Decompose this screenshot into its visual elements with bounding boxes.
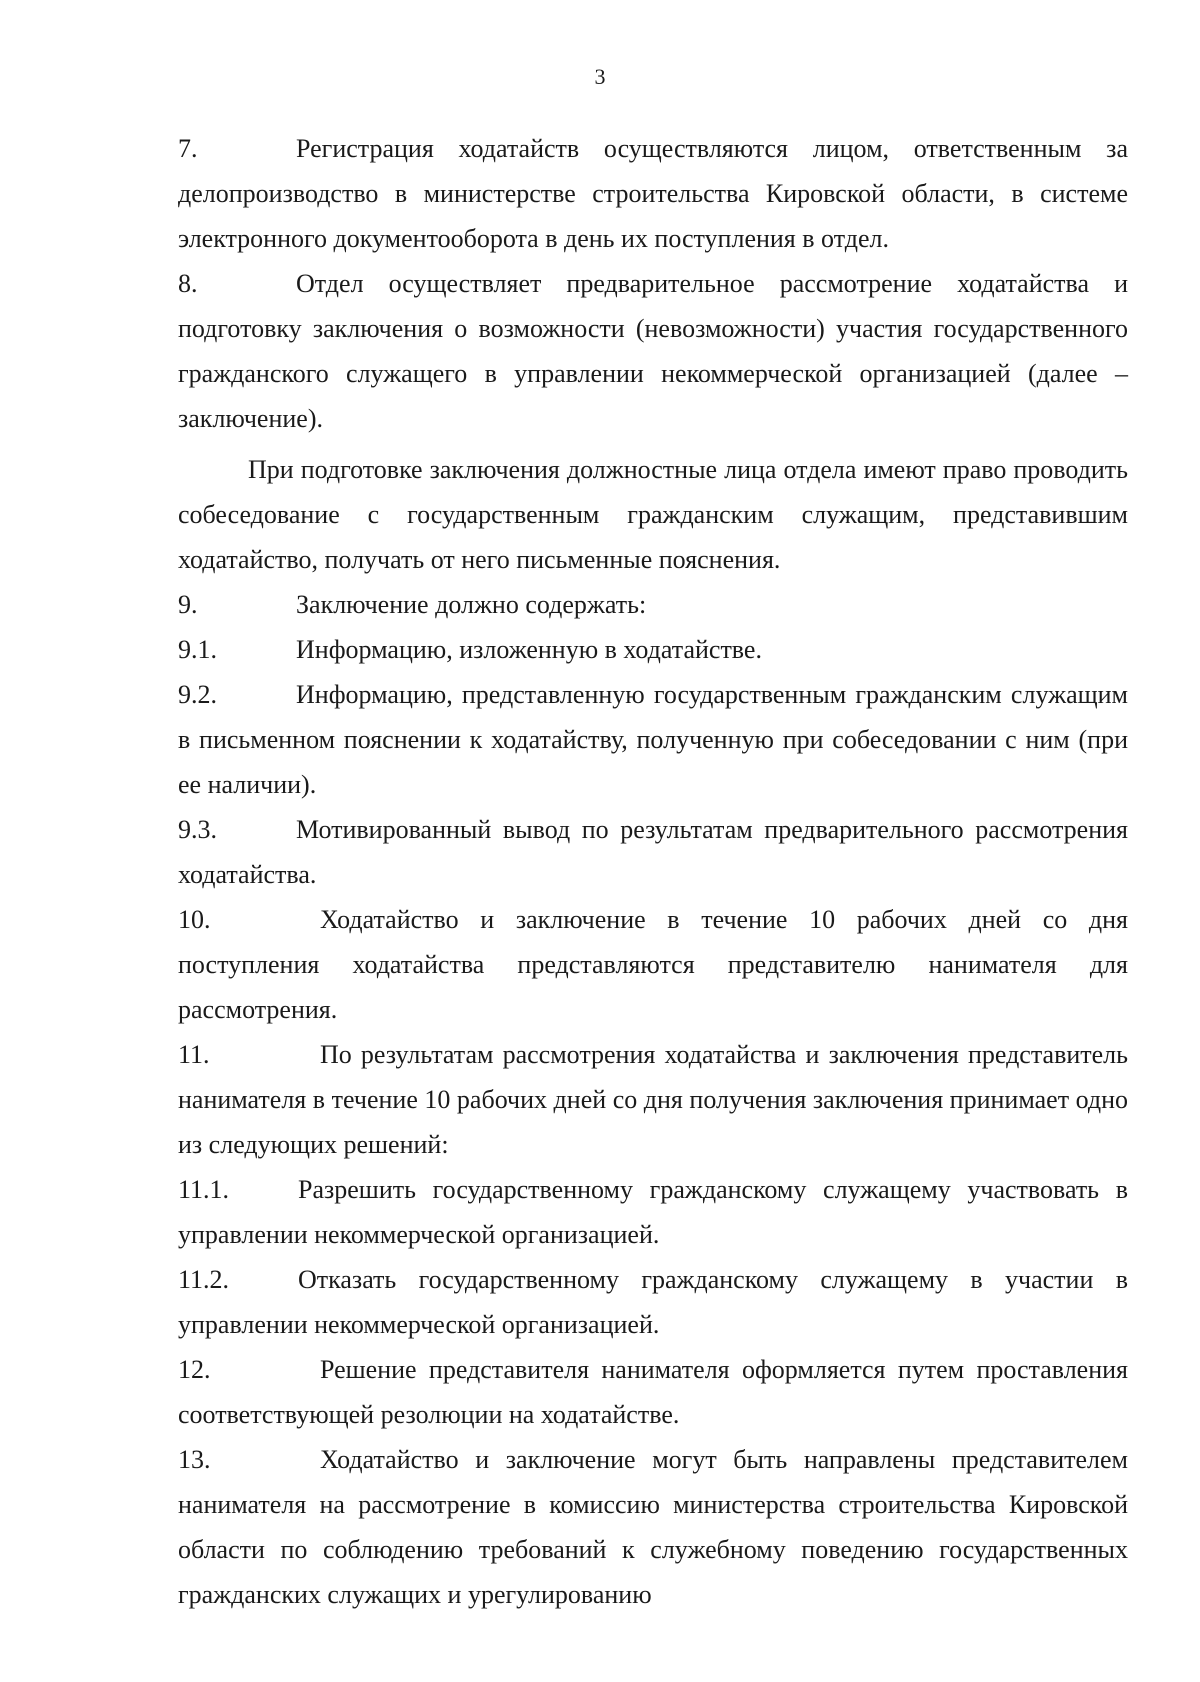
- page-number: 3: [594, 64, 606, 89]
- paragraph-number: 11.2.: [178, 1265, 230, 1294]
- paragraph-number: 9.3.: [178, 815, 217, 844]
- document-body: [178, 126, 1128, 1617]
- paragraph-number: 13.: [178, 1445, 211, 1474]
- paragraph-number: 11.1.: [178, 1175, 230, 1204]
- paragraph-11-2: [178, 1257, 1128, 1347]
- paragraph-10: [178, 897, 1128, 1032]
- paragraph-text: Информацию, представленную государственным гражданским служащим в письменном пояснении к ходатайству, полученную при собеседовании с ним (при ее наличии).: [178, 680, 1128, 799]
- paragraph-text: Информацию, изложенную в ходатайстве.: [296, 635, 762, 664]
- paragraph-text: Разрешить государственному гражданскому служащему участвовать в управлении некоммерческой организацией.: [178, 1175, 1128, 1249]
- paragraph-9-2: [178, 672, 1128, 807]
- paragraph-9-3: [178, 807, 1128, 897]
- paragraph-9: [178, 582, 1128, 627]
- paragraph-number: 12.: [178, 1355, 211, 1384]
- paragraph-text: По результатам рассмотрения ходатайства и заключения представитель нанимателя в течение 10 рабочих дней со дня получения заключения принимает одно из следующих решений:: [178, 1040, 1128, 1159]
- paragraph-8-continuation: [178, 447, 1128, 582]
- paragraph-number: 10.: [178, 905, 211, 934]
- paragraph-11: [178, 1032, 1128, 1167]
- paragraph-8: [178, 261, 1128, 441]
- paragraph-12: [178, 1347, 1128, 1437]
- paragraph-number: 8.: [178, 269, 198, 298]
- paragraph-number: 9.2.: [178, 680, 217, 709]
- paragraph-number: 9.1.: [178, 635, 217, 664]
- paragraph-text: Ходатайство и заключение могут быть направлены представителем нанимателя на рассмотрение в комиссию министерства строительства Кировской области по соблюдению требований к служебному поведению государственных гражданских служащих и урегулированию: [178, 1445, 1128, 1609]
- paragraph-9-1: [178, 627, 1128, 672]
- paragraph-text: Ходатайство и заключение в течение 10 рабочих дней со дня поступления ходатайства представляются представителю нанимателя для рассмотрения.: [178, 905, 1128, 1024]
- paragraph-text: Решение представителя нанимателя оформляется путем проставления соответствующей резолюции на ходатайстве.: [178, 1355, 1128, 1429]
- paragraph-number: 7.: [178, 134, 198, 163]
- paragraph-number: 9.: [178, 590, 198, 619]
- paragraph-text: Регистрация ходатайств осуществляются лицом, ответственным за делопроизводство в министерстве строительства Кировской области, в системе электронного документооборота в день их поступления в отдел.: [178, 134, 1128, 253]
- paragraph-7: [178, 126, 1128, 261]
- paragraph-text: Отказать государственному гражданскому служащему в участии в управлении некоммерческой организацией.: [178, 1265, 1128, 1339]
- paragraph-text: Мотивированный вывод по результатам предварительного рассмотрения ходатайства.: [178, 815, 1128, 889]
- paragraph-11-1: [178, 1167, 1128, 1257]
- paragraph-number: 11.: [178, 1040, 210, 1069]
- paragraph-text: Отдел осуществляет предварительное рассмотрение ходатайства и подготовку заключения о возможности (невозможности) участия государственного гражданского служащего в управлении некоммерческой организацией (далее – заключение).: [178, 269, 1128, 433]
- paragraph-13: [178, 1437, 1128, 1617]
- paragraph-text: При подготовке заключения должностные лица отдела имеют право проводить собеседование с государственным гражданским служащим, представившим ходатайство, получать от него письменные пояснения.: [178, 455, 1128, 574]
- paragraph-text: Заключение должно содержать:: [296, 590, 647, 619]
